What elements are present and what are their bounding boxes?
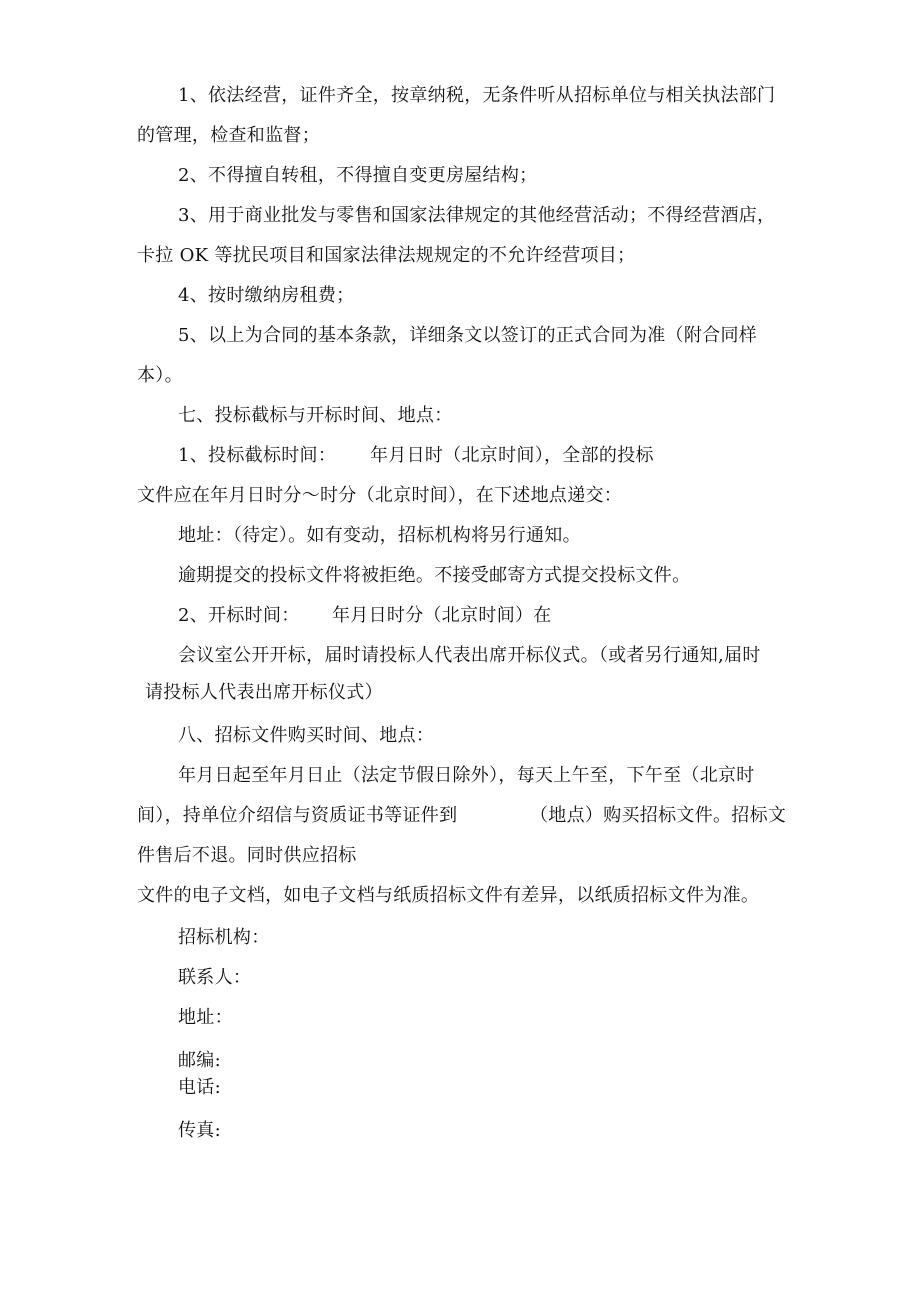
- section-7-late-line: 逾期提交的投标文件将被拒绝。不接受邮寄方式提交投标文件。: [178, 565, 691, 586]
- phone-label: 电话:: [178, 1077, 221, 1098]
- section-8-line-4: 文件的电子文档，如电子文档与纸质招标文件有差异，以纸质招标文件为准。: [137, 885, 760, 906]
- item-5-line-1: 5、以上为合同的基本条款，详细条文以签订的正式合同为准（附合同样: [178, 325, 758, 346]
- section-7-item-2-line-3: 请投标人代表出席开标仪式）: [145, 682, 383, 703]
- item-2-line-1: 2、不得擅自转租，不得擅自变更房屋结构；: [178, 165, 538, 186]
- item-3-line-1: 3、用于商业批发与零售和国家法律规定的其他经营活动；不得经营酒店，: [178, 205, 776, 226]
- item-1-line-1: 1、依法经营，证件齐全，按章纳税，无条件听从招标单位与相关执法部门: [178, 85, 776, 106]
- contact-person-label: 联系人：: [178, 967, 252, 988]
- item-1-line-2: 的管理，检查和监督；: [137, 125, 320, 146]
- section-8-line-1: 年月日起至年月日止（法定节假日除外），每天上午至，下午至（北京时: [178, 765, 755, 786]
- section-7-item-1-label: 1、投标截标时间：: [178, 445, 337, 466]
- section-7-item-1-text: 年月日时（北京时间），全部的投标: [370, 445, 654, 466]
- fax-label: 传真:: [178, 1120, 221, 1141]
- section-8-line-2b: （地点）购买招标文件。招标文: [530, 805, 787, 826]
- section-7-item-2-line-2: 会议室公开开标，届时请投标人代表出席开标仪式。（或者另行通知,届时: [178, 645, 761, 666]
- section-7-address-line: 地址：（待定）。如有变动，招标机构将另行通知。: [178, 525, 581, 546]
- item-5-line-2: 本）。: [137, 365, 183, 386]
- section-8-line-2a: 间），持单位介绍信与资质证书等证件到: [137, 805, 458, 826]
- agency-label: 招标机构：: [178, 927, 270, 948]
- section-7-heading: 七、投标截标与开标时间、地点：: [178, 405, 453, 426]
- section-8-line-3: 件售后不退。同时供应招标: [137, 845, 357, 866]
- item-3-line-2: 卡拉 OK 等扰民项目和国家法律法规规定的不允许经营项目；: [137, 245, 636, 266]
- address-label: 地址：: [178, 1007, 233, 1028]
- item-4-line-1: 4、按时缴纳房租费；: [178, 285, 355, 306]
- postcode-label: 邮编:: [178, 1050, 221, 1071]
- section-7-item-2-text: 年月日时分（北京时间）在: [332, 605, 552, 626]
- section-8-heading: 八、招标文件购买时间、地点：: [178, 725, 435, 746]
- section-7-item-1-line-2: 文件应在年月日时分～时分（北京时间），在下述地点递交：: [137, 485, 623, 506]
- section-7-item-2-label: 2、开标时间：: [178, 605, 300, 626]
